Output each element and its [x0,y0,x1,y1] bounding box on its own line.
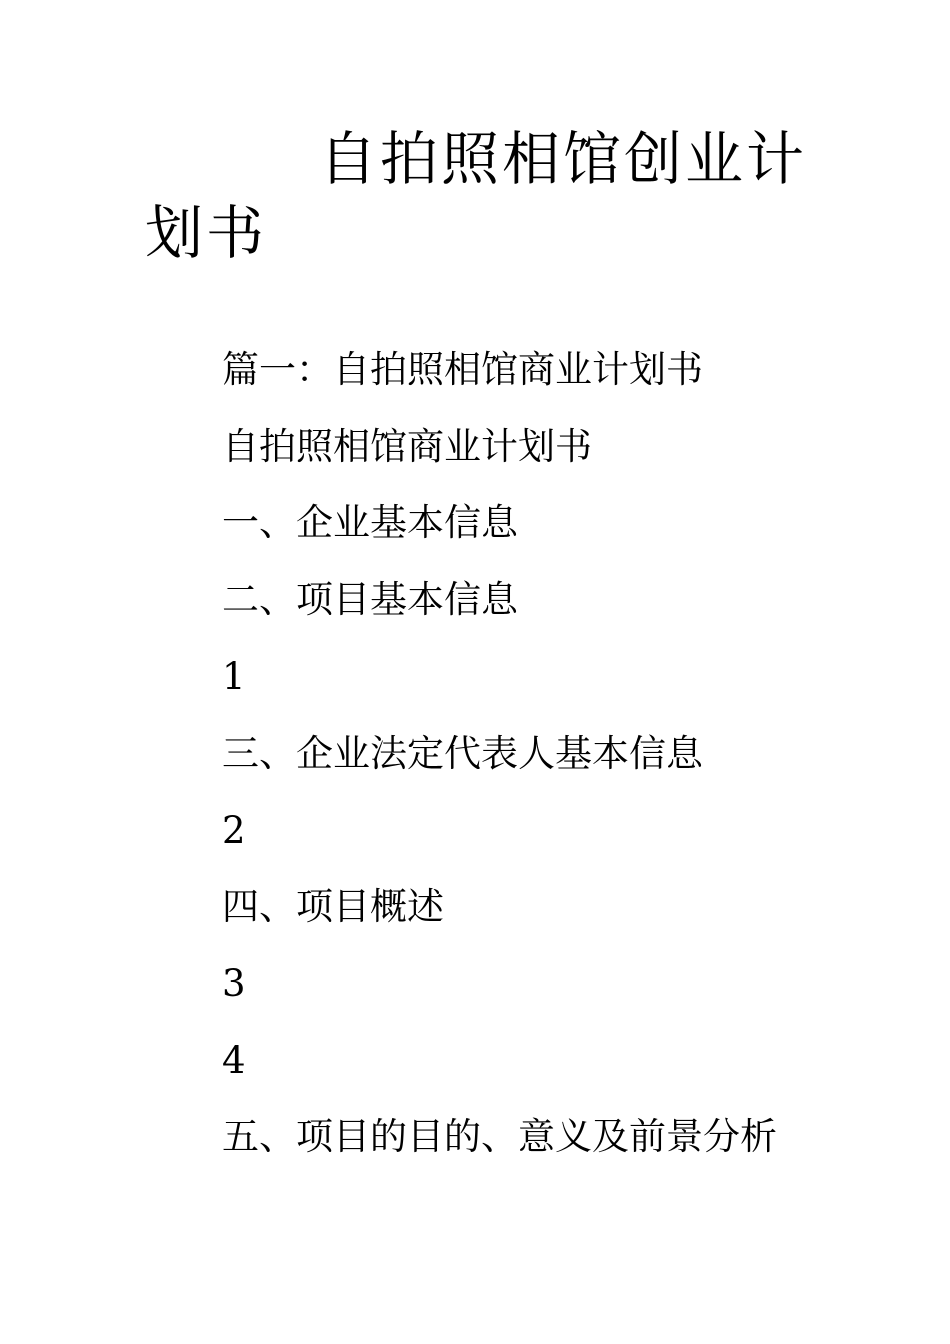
toc-item-purpose-analysis: 五、项目的目的、意义及前景分析 [222,1115,777,1158]
section-heading-part-one: 篇一：自拍照相馆商业计划书 [222,348,703,391]
page-number-line: 3 [222,962,246,1005]
toc-item-legal-rep-info: 三、企业法定代表人基本信息 [222,732,703,775]
subtitle-line: 自拍照相馆商业计划书 [222,425,592,468]
page-number-line: 1 [222,655,246,698]
document-title: 自拍照相馆创业计划书 [145,125,808,267]
page-number-line: 4 [222,1039,246,1082]
toc-item-project-overview: 四、项目概述 [222,885,444,928]
toc-item-project-info: 二、项目基本信息 [222,578,518,621]
toc-item-company-info: 一、企业基本信息 [222,501,518,544]
page-number-line: 2 [222,809,246,852]
